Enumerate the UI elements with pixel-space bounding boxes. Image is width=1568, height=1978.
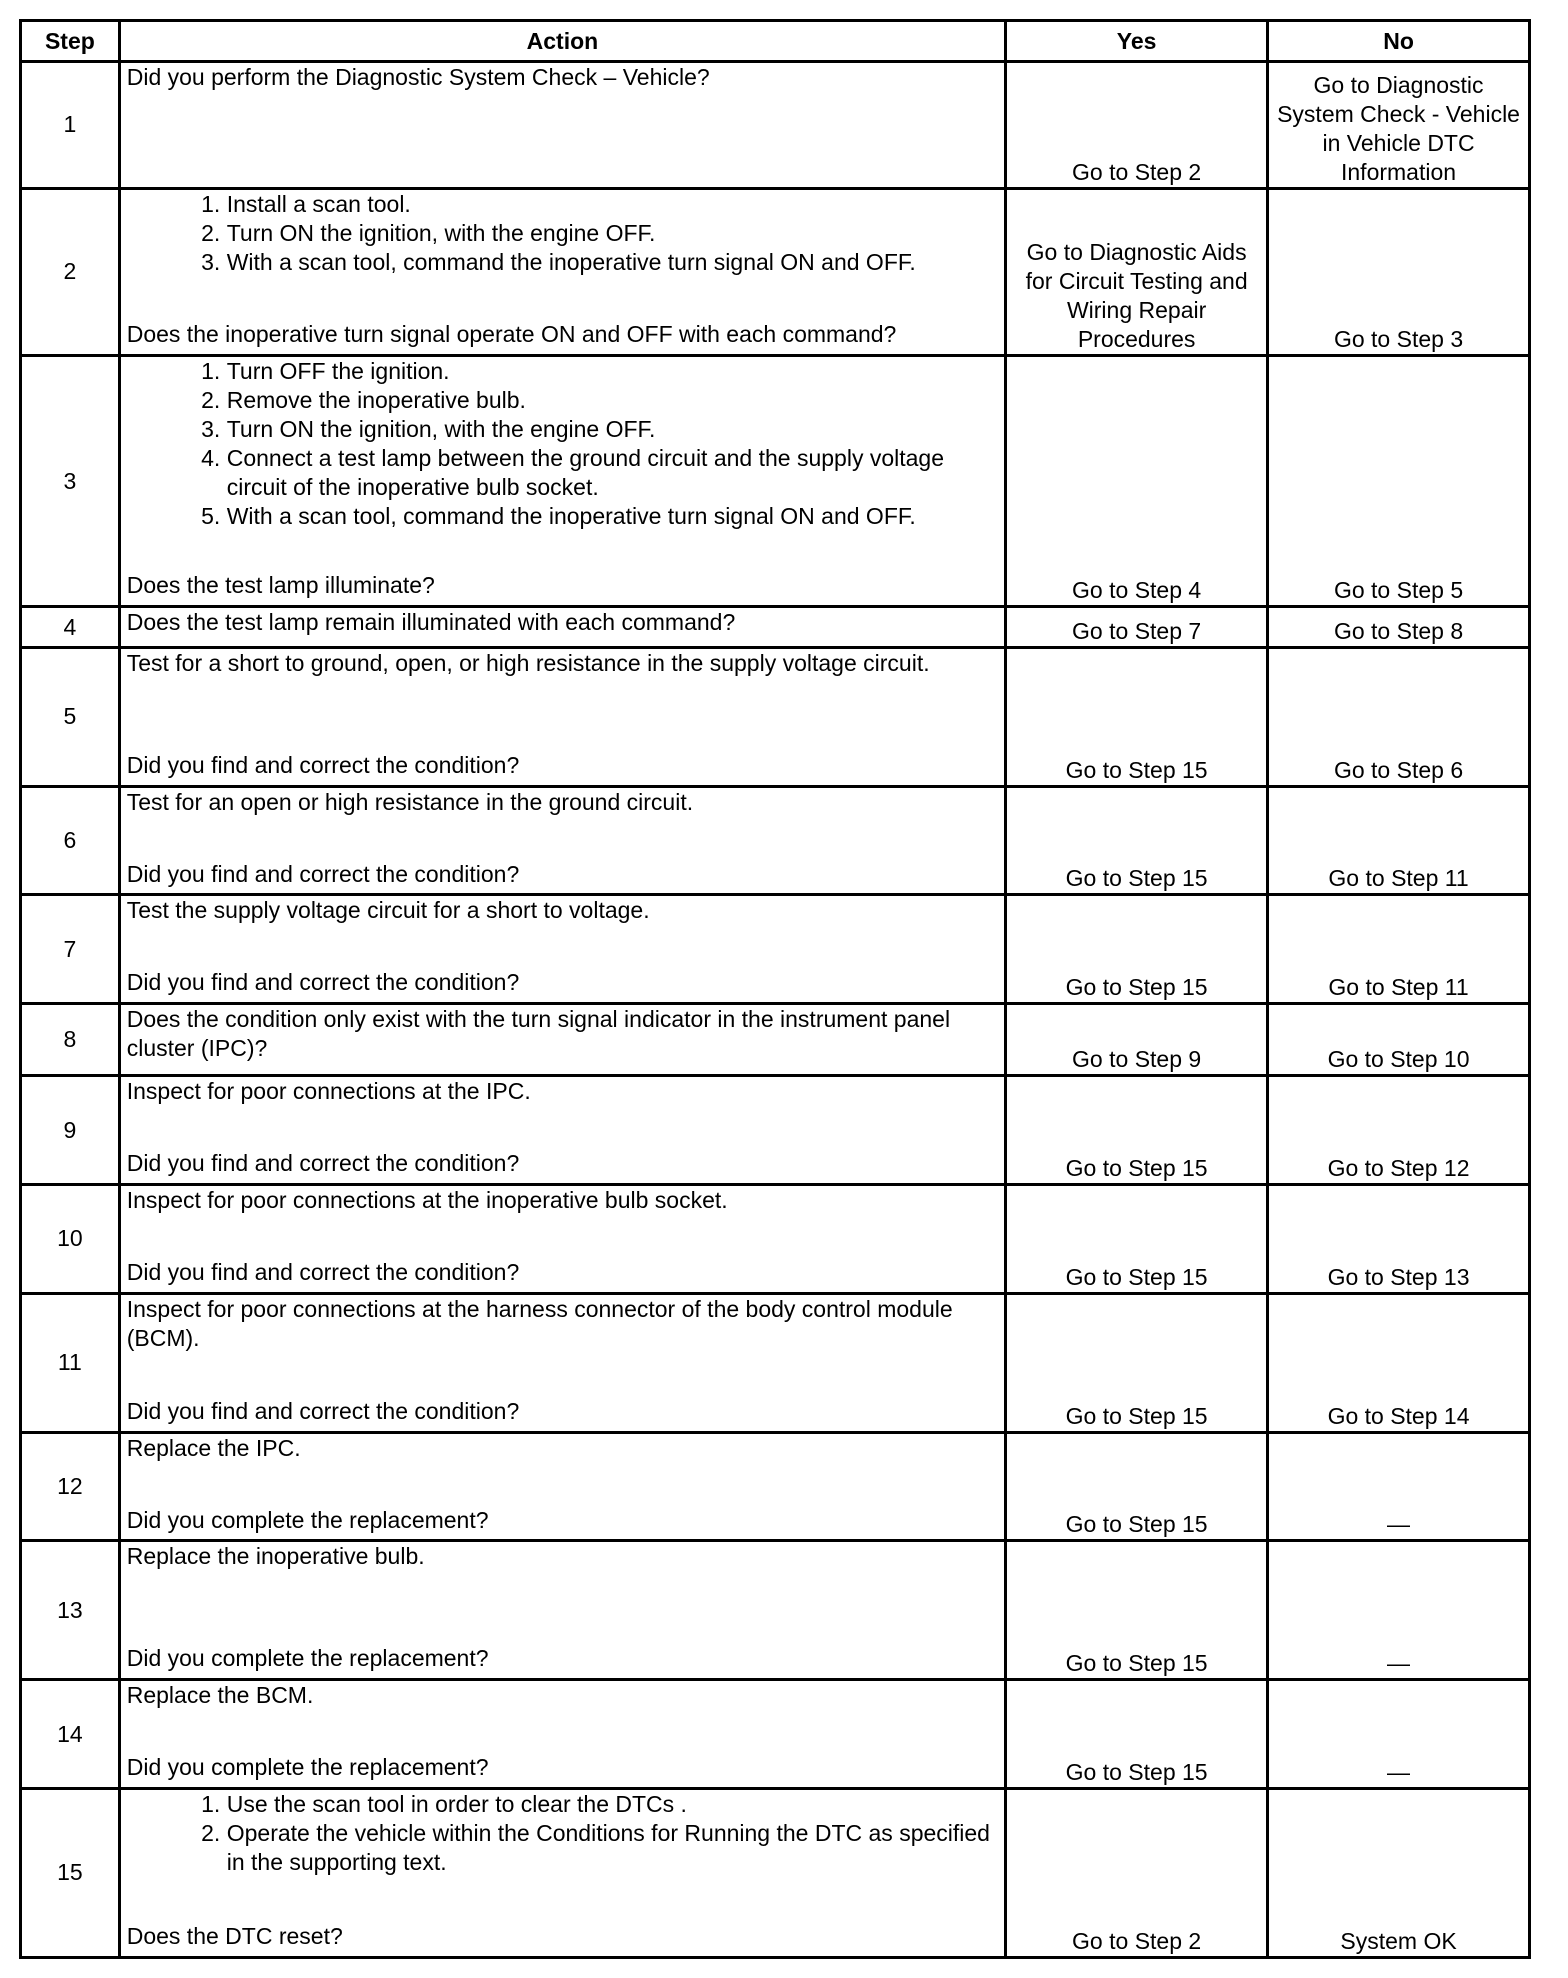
step-number: 12 (21, 1432, 120, 1541)
header-action: Action (119, 21, 1005, 62)
action-instruction: Test for a short to ground, open, or high resistance in the supply voltage circuit. (126, 649, 930, 676)
step-number: 7 (21, 895, 120, 1004)
action-instruction: Inspect for poor connections at the IPC. (126, 1078, 531, 1105)
table-row (21, 1003, 1530, 1075)
action-cell (119, 895, 1005, 1004)
yes-result: Go to Step 2 (1006, 1788, 1268, 1957)
step-number: 6 (21, 786, 120, 895)
action-substep: 1. Turn OFF the ignition. (227, 357, 998, 386)
no-result: — (1268, 1432, 1530, 1541)
action-substep: 2. Operate the vehicle within the Conditions for Running the DTC as specified in the supporting text. (227, 1819, 998, 1877)
table-row (21, 188, 1530, 355)
action-question: Does the inoperative turn signal operate ON and OFF with each command? (126, 320, 897, 347)
yes-result: Go to Step 15 (1006, 786, 1268, 895)
diagnostic-table (19, 19, 1531, 1959)
action-substep: 3. Turn ON the ignition, with the engine OFF. (227, 415, 998, 444)
step-number: 4 (21, 607, 120, 647)
no-result: Go to Step 5 (1268, 355, 1530, 607)
action-cell (119, 786, 1005, 895)
table-header-row (21, 21, 1530, 62)
yes-result: Go to Step 9 (1006, 1003, 1268, 1075)
action-substep: 1. Use the scan tool in order to clear the DTCs . (227, 1790, 998, 1819)
action-substep: 4. Connect a test lamp between the ground circuit and the supply voltage circuit of the inoperative bulb socket. (227, 444, 998, 502)
action-substep: 3. With a scan tool, command the inoperative turn signal ON and OFF. (227, 248, 998, 277)
action-cell (119, 1788, 1005, 1957)
step-number: 15 (21, 1788, 120, 1957)
step-number: 14 (21, 1680, 120, 1789)
step-number: 10 (21, 1185, 120, 1294)
yes-result: Go to Step 15 (1006, 1293, 1268, 1432)
action-cell (119, 607, 1005, 647)
table-row (21, 607, 1530, 647)
action-instruction: Test the supply voltage circuit for a short to voltage. (126, 897, 650, 924)
no-result: Go to Step 13 (1268, 1185, 1530, 1294)
table-row (21, 647, 1530, 786)
action-substep: 1. Install a scan tool. (227, 190, 998, 219)
yes-result: Go to Step 15 (1006, 647, 1268, 786)
action-cell (119, 62, 1005, 189)
step-number: 9 (21, 1076, 120, 1185)
yes-result: Go to Step 4 (1006, 355, 1268, 607)
table-row (21, 1293, 1530, 1432)
yes-result: Go to Step 15 (1006, 1076, 1268, 1185)
table-row (21, 355, 1530, 607)
yes-result: Go to Step 15 (1006, 1185, 1268, 1294)
table-row (21, 1432, 1530, 1541)
header-yes: Yes (1006, 21, 1268, 62)
header-no: No (1268, 21, 1530, 62)
table-row (21, 895, 1530, 1004)
action-cell (119, 188, 1005, 355)
action-question: Does the DTC reset? (126, 1922, 343, 1949)
action-instruction: Replace the IPC. (126, 1434, 301, 1461)
table-row (21, 1185, 1530, 1294)
no-result: Go to Step 12 (1268, 1076, 1530, 1185)
yes-result: Go to Step 15 (1006, 895, 1268, 1004)
yes-result: Go to Diagnostic Aids for Circuit Testing and Wiring Repair Procedures (1006, 188, 1268, 355)
action-substep-list (127, 357, 998, 531)
no-result: Go to Step 8 (1268, 607, 1530, 647)
action-question: Did you complete the replacement? (126, 1645, 489, 1672)
action-question: Did you find and correct the condition? (126, 1397, 520, 1424)
action-instruction: Test for an open or high resistance in the ground circuit. (126, 788, 694, 815)
yes-result: Go to Step 15 (1006, 1680, 1268, 1789)
action-substep-list (127, 190, 998, 277)
table-row (21, 62, 1530, 189)
action-substep-list (127, 1790, 998, 1877)
step-number: 1 (21, 62, 120, 189)
table-row (21, 786, 1530, 895)
table-row (21, 1788, 1530, 1957)
no-result: — (1268, 1541, 1530, 1680)
action-cell (119, 1432, 1005, 1541)
action-substep: 5. With a scan tool, command the inoperative turn signal ON and OFF. (227, 502, 998, 531)
action-question: Did you complete the replacement? (126, 1754, 489, 1781)
action-question: Did you find and correct the condition? (126, 860, 520, 887)
no-result: — (1268, 1680, 1530, 1789)
action-question: Does the test lamp illuminate? (126, 571, 435, 598)
yes-result: Go to Step 15 (1006, 1541, 1268, 1680)
yes-result: Go to Step 7 (1006, 607, 1268, 647)
action-cell (119, 1293, 1005, 1432)
action-cell (119, 1003, 1005, 1075)
action-instruction: Does the test lamp remain illuminated with each command? (126, 609, 736, 636)
action-instruction: Does the condition only exist with the turn signal indicator in the instrument panel cluster (IPC)? (126, 1005, 951, 1061)
action-substep: 2. Turn ON the ignition, with the engine OFF. (227, 219, 998, 248)
table-row (21, 1076, 1530, 1185)
no-result: Go to Step 3 (1268, 188, 1530, 355)
header-step: Step (21, 21, 120, 62)
no-result: Go to Step 11 (1268, 786, 1530, 895)
action-instruction: Replace the BCM. (126, 1682, 314, 1709)
step-number: 8 (21, 1003, 120, 1075)
action-instruction: Inspect for poor connections at the inoperative bulb socket. (126, 1187, 728, 1214)
action-cell (119, 647, 1005, 786)
action-instruction: Did you perform the Diagnostic System Check – Vehicle? (126, 64, 710, 90)
action-question: Did you find and correct the condition? (126, 751, 520, 778)
action-substep: 2. Remove the inoperative bulb. (227, 386, 998, 415)
action-question: Did you find and correct the condition? (126, 1150, 520, 1177)
action-question: Did you complete the replacement? (126, 1506, 489, 1533)
action-cell (119, 1185, 1005, 1294)
action-instruction: Inspect for poor connections at the harness connector of the body control module (BCM). (126, 1295, 953, 1351)
step-number: 3 (21, 355, 120, 607)
yes-result: Go to Step 15 (1006, 1432, 1268, 1541)
step-number: 5 (21, 647, 120, 786)
table-row (21, 1680, 1530, 1789)
action-cell (119, 355, 1005, 607)
action-question: Did you find and correct the condition? (126, 969, 520, 996)
step-number: 13 (21, 1541, 120, 1680)
action-cell (119, 1541, 1005, 1680)
no-result: Go to Step 10 (1268, 1003, 1530, 1075)
table-row (21, 1541, 1530, 1680)
yes-result: Go to Step 2 (1006, 62, 1268, 189)
action-question: Did you find and correct the condition? (126, 1259, 520, 1286)
action-cell (119, 1076, 1005, 1185)
no-result: Go to Step 11 (1268, 895, 1530, 1004)
step-number: 2 (21, 188, 120, 355)
action-cell (119, 1680, 1005, 1789)
step-number: 11 (21, 1293, 120, 1432)
action-instruction: Replace the inoperative bulb. (126, 1543, 425, 1570)
no-result: System OK (1268, 1788, 1530, 1957)
no-result: Go to Diagnostic System Check - Vehicle in Vehicle DTC Information (1268, 62, 1530, 189)
no-result: Go to Step 14 (1268, 1293, 1530, 1432)
no-result: Go to Step 6 (1268, 647, 1530, 786)
